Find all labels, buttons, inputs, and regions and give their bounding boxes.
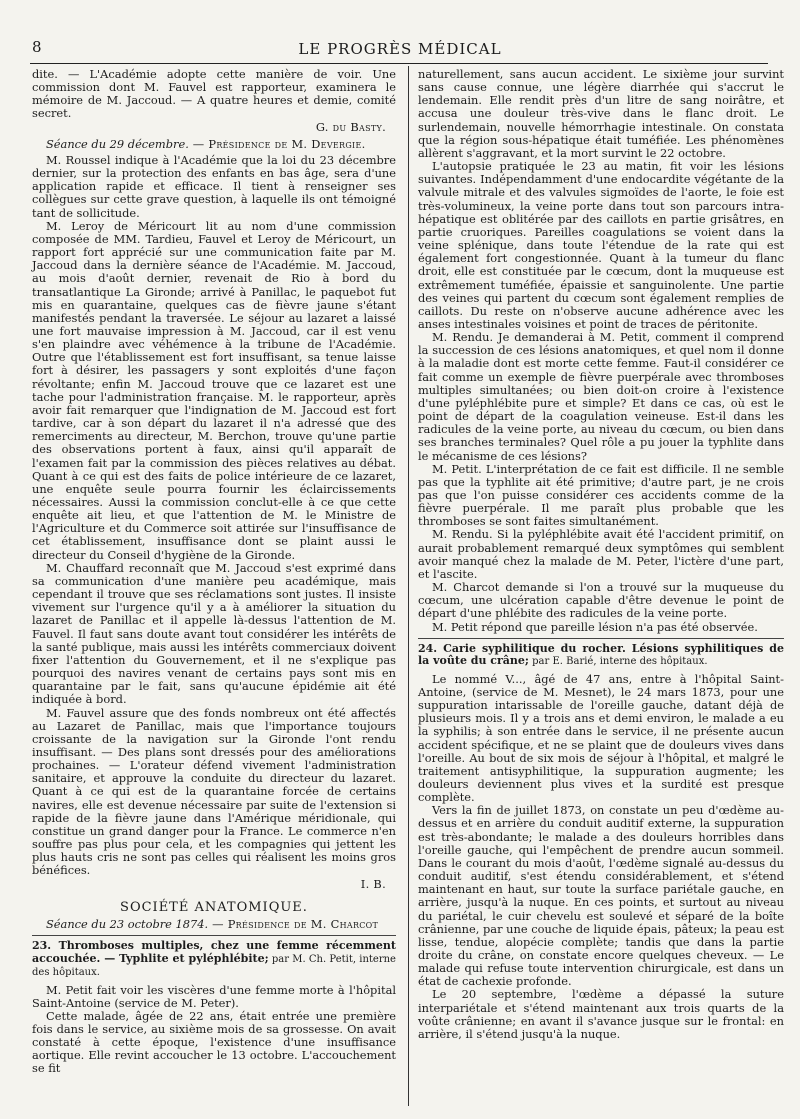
paragraph: M. Leroy de Méricourt lit au nom d'une commission composée de MM. Tardieu, Fauvel et Leroy de Méricourt, un rapport fort apprécié sur une communication faite par M. Jaccoud dans la dernière séance de l'Académie. M. Jaccoud, au mois d'août dernier, revenait de Rio à bord du transatlantique La Gironde; arrivé à Panillac, le paquebot fut mis en quarantaine, quelques cas de fièvre jaune s'étant manifestés pendant la traversée. Le séjour au lazaret a laissé une fort mauvaise impression à M. Jaccoud, car il est venu s'en plaindre avec véhémence à la tribune de l'Académie. Outre que l'établissement est fort insuffisant, sa tenue laisse fort à désirer, les passagers y sont exploités d'une façon révoltante; enfin M. Jaccoud trouve que ce lazaret est une tache pour l'administration française. M. le rapporteur, après avoir fait remarquer que l'indignation de M. Jaccoud est fort tardive, car à son départ du lazaret il n'a adressé que des remerciments au directeur, M. Berchon, trouve qu'une partie des observations portent à faux, ainsi qu'il apparaît de l'examen fait par la commission des pièces relatives au débat. Quant à ce qui est des faits de police intérieure de ce lazaret, une enquête seule pourra fournir les éclaircissements nécessaires. Aussi la commission conclut-elle à ce que cette enquête ait lieu, et que l'attention de M. le Ministre de l'Agriculture et du Commerce soit attirée sur l'insuffisance de cet établissement, insuffisance dont se plaint aussi le directeur du Conseil d'hygiène de la Gironde.	[32, 218, 396, 562]
page-number: 8	[32, 38, 42, 56]
column-divider	[408, 66, 409, 1106]
paragraph: dite. — L'Académie adopte cette manière de voir. Une commission dont M. Fauvel est rapporteur, examinera le mémoire de M. Jaccoud. — A quatre heures et demie, comité secret.	[32, 67, 396, 121]
left-column	[32, 68, 396, 1076]
paragraph: Le 20 septembre, l'œdème a dépassé la suture interpariétale et s'étend maintenant aux trois quarts de la voûte crânienne; en avant il s'avance jusque sur le frontal: en arrière, il s'étend jusqu'à la nuque.	[418, 987, 784, 1041]
right-column	[418, 68, 784, 1041]
article-author: par M. Ch. Petit, interne des hôpitaux.	[32, 953, 396, 978]
article-title	[32, 940, 396, 980]
session-date: Séance du 29 décembre.	[46, 136, 189, 151]
paragraph: M. Rendu. Si la pyléphlébite avait été l'accident primitif, on aurait probablement remarqué deux symptômes qui semblent avoir manqué chez la malade de M. Peter, l'ictère d'une part, et l'ascite.	[418, 527, 784, 581]
paragraph: M. Petit fait voir les viscères d'une femme morte à l'hôpital Saint-Antoine (service de M. Peter).	[32, 982, 396, 1010]
session-presidence: — Présidence de M. Devergie.	[188, 136, 366, 151]
paragraph: Cette malade, âgée de 22 ans, était entrée une première fois dans le service, au sixième mois de sa grossesse. On avait constaté à cette époque, l'existence d'une insuffisance aortique. Elle revint accoucher le 13 octobre. L'accouchement se fit	[32, 1008, 396, 1076]
paragraph: M. Charcot demande si l'on a trouvé sur la muqueuse du cœcum, une ulcération capable d'être devenue le point de départ d'une phlébite des radicules de la veine porte.	[418, 580, 784, 621]
paragraph: naturellement, sans aucun accident. Le sixième jour survint sans cause connue, une légère diarrhée qui s'accrut le lendemain. Elle rendit près d'un litre de sang noirâtre, et accusa une douleur très-vive dans le flanc droit. Le surlendemain, nouvelle hémorrhagie intestinale. On constata que la région sous-hépatique était tuméfiée. Les phénomènes allèrent s'aggravant, et la mort survint le 22 octobre.	[418, 67, 784, 160]
article-title	[418, 643, 784, 669]
signature: I. B.	[360, 876, 386, 891]
session-heading	[32, 138, 396, 151]
signature: G. du Basty.	[315, 119, 386, 134]
running-title: LE PROGRÈS MÉDICAL	[298, 40, 502, 58]
paragraph: M. Roussel indique à l'Académie que la loi du 23 décembre dernier, sur la protection des enfants en bas âge, sera d'une application rapide et efficace. Il tient à renseigner ses collègues sur cette grave question, à laquelle ils ont témoigné tant de sollicitude.	[32, 152, 396, 220]
paragraph: M. Fauvel assure que des fonds nombreux ont été affectés au Lazaret de Panillac, mais que l'importance toujours croissante de la navigation sur la Gironde l'ont rendu insuffisant. — Des plans sont dressés pour des améliorations prochaines. — L'orateur défend vivement l'administration sanitaire, et approuve la conduite du directeur du lazaret. Quant à ce qui est de la quarantaine forcée de certains navires, elle est devenue nécessaire par suite de l'extension si rapide de la fièvre jaune dans l'Amérique méridionale, qui constitue un grand danger pour la France. Le commerce n'en souffre pas plus pour cela, et les compagnies qui jettent les plus hauts cris ne sont pas celles qui réalisent les moins gros bénéfices.	[32, 705, 396, 878]
header-rule	[30, 63, 768, 64]
section-rule	[418, 638, 784, 639]
paragraph: M. Petit répond que pareille lésion n'a pas été observée.	[432, 619, 758, 634]
page-header	[28, 38, 772, 62]
paragraph: M. Chauffard reconnaît que M. Jaccoud s'est exprimé dans sa communication d'une manière peu académique, mais cependant il trouve que ses réclamations sont justes. Il insiste vivement sur l'urgence qu'il y a à améliorer la situation du lazaret de Panillac et il appelle là-dessus l'attention de M. Fauvel. Il faut sans doute avant tout considérer les intérêts de la santé publique, mais aussi les intérêts commerciaux doivent fixer l'attention du Gouvernement, et il ne s'explique pas pourquoi des navires venant de certains pays sont mis en quarantaine par le fait, sans qu'aucune épidémie ait été indiquée à bord.	[32, 560, 396, 707]
session-presidence: — Présidence de M. Charcot	[208, 916, 379, 931]
society-title: SOCIÉTÉ ANATOMIQUE.	[120, 899, 308, 915]
session-heading	[32, 918, 396, 931]
article-heading: 23. Thromboses multiples, chez une femme récemment accouchée. — Typhlite et pyléphlébite;	[32, 939, 396, 965]
paragraph: L'autopsie pratiquée le 23 au matin, fit voir les lésions suivantes. Indépendamment d'une endocardite végétante de la valvule mitrale et des valvules sigmoïdes de l'aorte, le foie est très-volumineux, la veine porte dans tout son parcours intra-hépatique est oblitérée par des caillots en partie grisâtres, en partie cruoriques. Pareilles coagulations se voient dans la veine splénique, dans toute l'étendue de la rate qui est également fort congestionnée. Quant à la tumeur du flanc droit, elle est constituée par le cœcum, dont la muqueuse est extrêmement tuméfiée, épaissie et sanguinolente. Une partie des veines qui partent du cœcum sont également remplies de caillots. Du reste on n'observe aucune adhérence avec les anses intestinales voisines et point de traces de péritonite.	[418, 159, 784, 331]
session-date: Séance du 23 octobre 1874.	[46, 916, 209, 931]
section-rule	[32, 935, 396, 936]
paragraph: Le nommé V..., âgé de 47 ans, entre à l'hôpital Saint-Antoine, (service de M. Mesnet), le 24 mars 1873, pour une suppuration intarissable de l'oreille gauche, datant déjà de plusieurs mois. Il y a trois ans et demi environ, le malade a eu la syphilis; à son entrée dans le service, il ne présente aucun accident spécifique, et ne se plaint que de douleurs vives dans l'oreille. Au bout de six mois de séjour à l'hôpital, et malgré le traitement antisyphilitique, la suppuration augmente; les douleurs deviennent plus vives et la surdité est presque complète.	[418, 671, 784, 805]
paragraph: M. Petit. L'interprétation de ce fait est difficile. Il ne semble pas que la typhlite ait été primitive; d'autre part, je ne crois pas que l'on puisse considérer ces accidents comme de la fièvre puerpérale. Il me paraît plus probable que les thromboses se sont faites simultanément.	[418, 461, 784, 529]
article-author: par E. Barié, interne des hôpitaux.	[528, 656, 708, 668]
paragraph: Vers la fin de juillet 1873, on constate un peu d'œdème au-dessus et en arrière du conduit auditif externe, la suppuration est très-abondante; le malade a des douleurs horribles dans l'oreille gauche, qui l'empêchent de prendre aucun sommeil. Dans le courant du mois d'août, l'œdème signalé au-dessus du conduit auditif, s'est étendu considérablement, et s'étend maintenant en haut, sur toute la surface pariétale gauche, en arrière, jusqu'à la nuque. En ces points, et surtout au niveau du pariétal, le cuir chevelu est soulevé et séparé de la boîte crânienne, par une couche de liquide épais, pâteux; la peau est lisse, tendue, alopécie complète; tandis que dans la partie droite du crâne, on constate encore quelques cheveux. — Le malade qui refuse toute intervention chirurgicale, est dans un état de cachexie profonde.	[418, 803, 784, 989]
paragraph: M. Rendu. Je demanderai à M. Petit, comment il comprend la succession de ces lésions anatomiques, et quel nom il donne à la maladie dont est morte cette femme. Faut-il considérer ce fait comme un exemple de fièvre puerpérale avec thromboses multiples simultanées; ou bien doit-on croire à l'existence d'une pyléphlébite pure et simple? Et dans ce cas, où est le point de départ de la coagulation veineuse. Est-il dans les radicules de la veine porte, au niveau du cœcum, ou bien dans ses branches terminales? Quel rôle a pu jouer la typhlite dans le mécanisme de ces lésions?	[418, 330, 784, 463]
article-heading: 24. Carie syphilitique du rocher. Lésions syphilitiques de la voûte du crâne;	[418, 641, 784, 668]
